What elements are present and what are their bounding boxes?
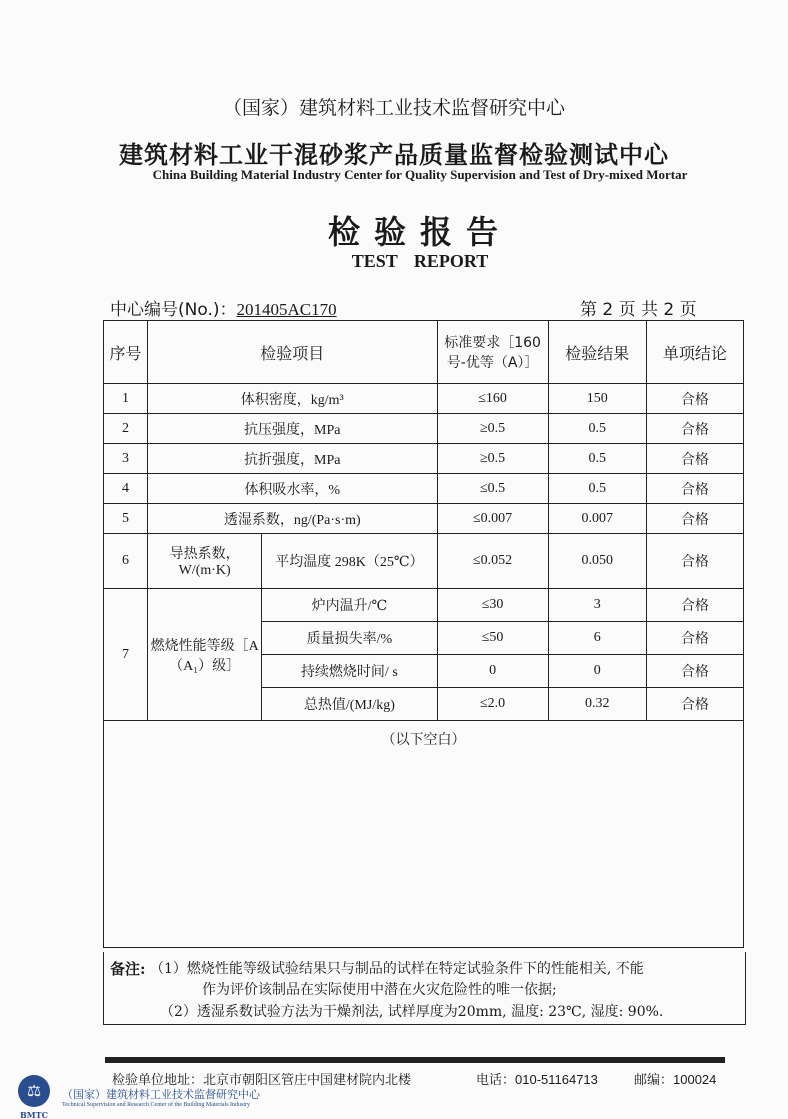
seq: 5 [104,504,148,534]
sub-item: 质量损失率/% [262,622,437,655]
conclusion: 合格 [646,504,743,534]
blank-note: （以下空白） [104,721,744,948]
sub-item: 平均温度 298K（25℃） [262,534,437,589]
table-row [104,384,744,414]
standard: ≤30 [437,589,548,622]
sub-item: 总热值/(MJ/kg) [262,688,437,721]
scales-logo-icon: ⚖ [18,1075,50,1107]
footer-abbr: BMTC [20,1110,48,1119]
center-name-cn: 建筑材料工业干混砂浆产品质量监督检验测试中心 [119,141,669,169]
footer-address: 检验单位地址：北京市朝阳区管庄中国建材院内北楼 [112,1072,412,1087]
standard: ≤0.5 [437,474,548,504]
header-item: 检验项目 [148,321,437,384]
center-name-en: China Building Material Industry Center for Quality Supervision and Test of Dry-mixed Mortar [152,167,688,182]
note-2: （2）透湿系数试验方法为干燥剂法, 试样厚度为20mm, 温度: 23℃, 湿度: 90%. [160,1004,664,1020]
seq: 1 [104,384,148,414]
item: 体积吸水率，% [148,474,437,504]
conclusion: 合格 [646,474,743,504]
report-number-value: 201405AC170 [236,300,337,319]
footer-org-cn: （国家）建筑材料工业技术监督研究中心 [62,1088,260,1101]
report-title-cn: 检验报告 [327,213,512,251]
results-table [103,320,744,948]
table-row [104,474,744,504]
standard: ≤0.007 [437,504,548,534]
standard: ≥0.5 [437,414,548,444]
conclusion: 合格 [646,688,743,721]
conclusion: 合格 [646,655,743,688]
header-conclusion: 单项结论 [646,321,743,384]
footer-divider [105,1057,725,1063]
conclusion: 合格 [646,622,743,655]
report-title-en: TEST REPORT [351,251,489,271]
standard: ≤160 [437,384,548,414]
result: 150 [548,384,646,414]
item: 抗压强度，MPa [148,414,437,444]
result: 6 [548,622,646,655]
result: 0.050 [548,534,646,589]
result: 0.5 [548,474,646,504]
conclusion: 合格 [646,414,743,444]
standard: ≤2.0 [437,688,548,721]
standard: ≤0.052 [437,534,548,589]
page-indicator: 第 2 页 共 2 页 [580,300,697,320]
conclusion: 合格 [646,534,743,589]
issuer-name: （国家）建筑材料工业技术监督研究中心 [222,97,565,119]
conclusion: 合格 [646,589,743,622]
standard: ≤50 [437,622,548,655]
seq: 7 [104,589,148,721]
sub-item: 持续燃烧时间/ s [262,655,437,688]
footer-zip: 邮编：100024 [634,1072,717,1087]
item: 抗折强度，MPa [148,444,437,474]
conclusion: 合格 [646,444,743,474]
header-result: 检验结果 [548,321,646,384]
item: 透湿系数，ng/(Pa·s·m) [148,504,437,534]
note-1b: 作为评价该制品在实际使用中潜在火灾危险性的唯一依据; [202,982,557,998]
result: 0.5 [548,444,646,474]
table-row [104,534,744,589]
note-1a: （1）燃烧性能等级试验结果只与制品的试样在特定试验条件下的性能相关, 不能 [150,961,644,977]
table-row [104,589,744,622]
result: 0.007 [548,504,646,534]
header-seq: 序号 [104,321,148,384]
notes-section [103,952,746,1025]
notes-label: 备注: [110,960,146,978]
report-number [110,295,337,320]
seq: 6 [104,534,148,589]
table-row [104,444,744,474]
sub-item: 炉内温升/℃ [262,589,437,622]
table-header [104,321,744,384]
item: 导热系数，W/(m·K) [148,534,262,589]
footer-org-en: Technical Supervision and Research Center of the Building Materials Industry [62,1102,251,1108]
result: 3 [548,589,646,622]
table-row [104,414,744,444]
footer-phone: 电话：010-51164713 [476,1072,598,1087]
header-standard: 标准要求［160 号-优等（A）］ [437,321,548,384]
seq: 2 [104,414,148,444]
result: 0.5 [548,414,646,444]
result: 0.32 [548,688,646,721]
item: 燃烧性能等级［A（A₁）级］ [148,589,262,721]
standard: 0 [437,655,548,688]
table-row [104,504,744,534]
seq: 4 [104,474,148,504]
seq: 3 [104,444,148,474]
report-number-label: 中心编号(No.)： [110,300,237,320]
standard: ≥0.5 [437,444,548,474]
result: 0 [548,655,646,688]
conclusion: 合格 [646,384,743,414]
item: 体积密度，kg/m³ [148,384,437,414]
blank-row [104,721,744,948]
